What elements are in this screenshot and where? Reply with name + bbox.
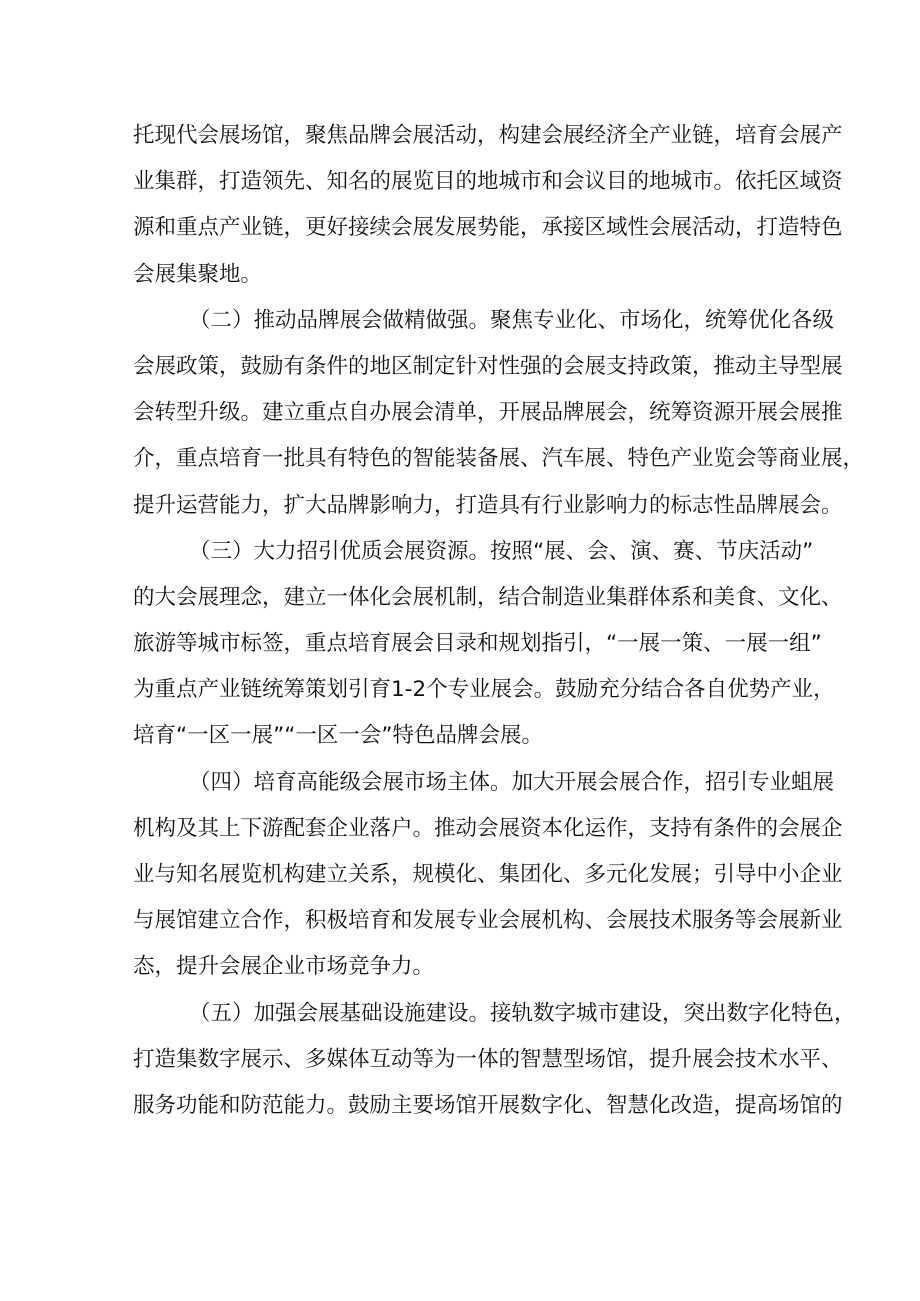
text-line: 会展政策，鼓励有条件的地区制定针对性强的会展支持政策，推动主导型展	[133, 353, 843, 379]
text-line: 服务功能和防范能力。鼓励主要场馆开展数字化、智慧化改造，提高场馆的	[133, 1092, 843, 1118]
text-line: 会展集聚地。	[133, 261, 263, 287]
text-line: 介，重点培育一批具有特色的智能装备展、汽车展、特色产业览会等商业展，	[133, 446, 865, 472]
text-line: 业与知名展览机构建立关系，规模化、集团化、多元化发展；引导中小企业	[133, 862, 843, 887]
text-line: 态，提升会展企业市场竞争力。	[133, 954, 435, 980]
text-line: 业集群，打造领先、知名的展览目的地城市和会议目的地城市。依托区域资	[133, 169, 843, 195]
text-line: 源和重点产业链，更好接续会展发展势能，承接区域性会展活动，打造特色	[133, 215, 843, 241]
text-line: 会转型升级。建立重点自办展会清单，开展品牌展会，统筹资源开展会展推	[133, 400, 843, 426]
text-line: （四）培育高能级会展市场主体。加大开展会展合作，招引专业蛆展	[189, 769, 835, 795]
text-line: 提升运营能力，扩大品牌影响力，打造具有行业影响力的标志性品牌展会。	[133, 492, 843, 518]
text-line: 托现代会展场馆，聚焦品牌会展活动，构建会展经济全产业链，培育会展产	[133, 123, 843, 148]
text-line: 机构及其上下游配套企业落户。推动会展资本化运作，支持有条件的会展企	[133, 815, 843, 841]
paragraph-continuation	[133, 113, 843, 298]
paragraph-section-2	[133, 298, 865, 529]
text-line: 与展馆建立合作，积极培育和发展专业会展机构、会展技术服务等会展新业	[133, 908, 843, 934]
document-body	[133, 113, 865, 1129]
text-line: 培育“一区一展”“一区一会”特色品牌会展。	[133, 723, 544, 749]
text-line: （二）推动品牌展会做精做强。聚焦专业化、市场化，统筹优化各级	[189, 307, 835, 333]
text-line: 旅游等城市标签，重点培育展会目录和规划指引，“一展一策、一展一组”	[133, 631, 822, 657]
text-line: 打造集数字展示、多媒体互动等为一体的智慧型场馆，提升展会技术水平、	[133, 1046, 843, 1072]
text-line: （三）大力招引优质会展资源。按照“展、会、演、赛、节庆活动”	[189, 538, 814, 564]
paragraph-section-4	[133, 760, 843, 991]
paragraph-section-5	[133, 991, 856, 1130]
text-line: （五）加强会展基础设施建设。接轨数字城市建设，突出数字化特色，	[189, 1000, 856, 1026]
paragraph-section-3	[133, 529, 843, 760]
text-line: 的大会展理念，建立一体化会展机制，结合制造业集群体系和美食、文化、	[133, 584, 843, 610]
text-line: 为重点产业链统筹策划引育1-2个专业展会。鼓励充分结合各自优势产业，	[133, 677, 835, 703]
